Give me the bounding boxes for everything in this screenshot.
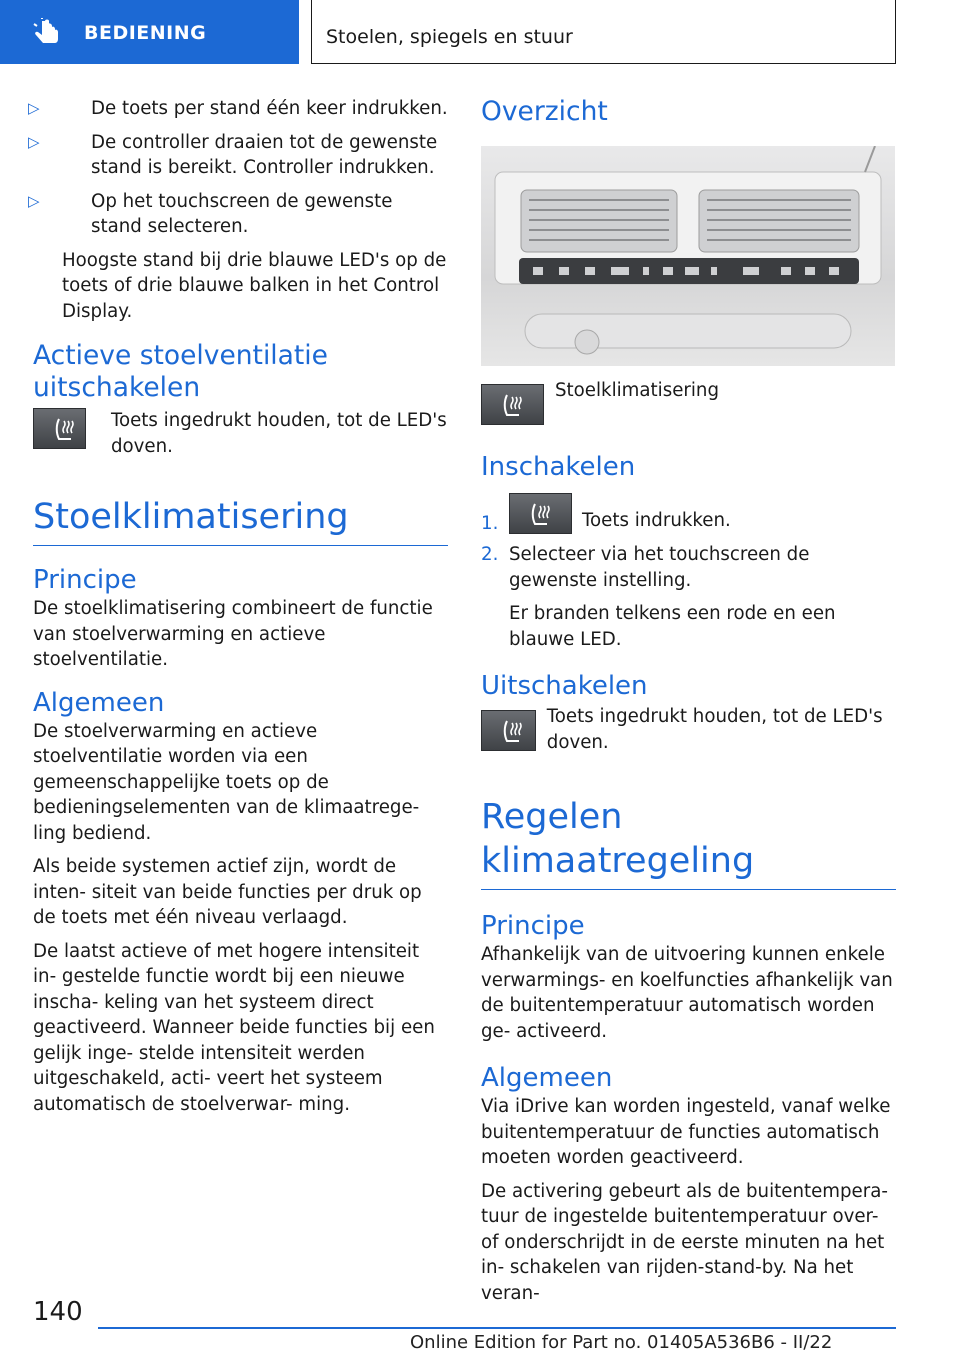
off-heading: Uitschakelen (481, 671, 648, 701)
right-column (481, 96, 896, 1314)
climate-control-panel-drawing (481, 146, 895, 366)
triangle-bullet-icon: ▷ (28, 191, 40, 210)
edition-text: Online Edition for Part no. 01405A536B6 - II/22 (410, 1332, 833, 1353)
off-text: Toets ingedrukt houden, tot de LED's doven. (546, 706, 883, 753)
principle-heading: Principe (481, 911, 585, 941)
section-label: BEDIENING (84, 22, 207, 44)
triangle-bullet-icon: ▷ (28, 132, 40, 151)
footer-divider (98, 1327, 896, 1329)
off-instruction (33, 408, 448, 459)
seat-climate-icon (501, 717, 527, 745)
general-heading: Algemeen (481, 1063, 613, 1093)
seat-climate-button-image (481, 384, 544, 425)
general-paragraph-2: Als beide systemen actief zijn, wordt de inten- siteit van beide functies per druk op de toets met één niveau verlaagd. (33, 856, 422, 928)
seat-climate-button-image (509, 493, 572, 534)
off-instruction (481, 706, 896, 755)
main-heading: Stoelklimatisering (33, 495, 448, 546)
general-paragraph-1: De stoelverwarming en actieve stoelventilatie worden via een gemeenschappelijke toets op de bedieningselementen van de klimaatrege- ling bediend. (33, 720, 420, 844)
climate-control-panel-photo (481, 146, 895, 366)
list-item: ▷ Op het touchscreen de gewenste stand selecteren. (28, 190, 393, 237)
on-heading: Inschakelen (481, 452, 636, 482)
general-paragraph-3: De laatst actieve of met hogere intensiteit in- gestelde functie wordt bij een nieuwe inscha- keling van het systeem direct geactiveerd. Wanneer beide functies bij een gelijk inge- stelde intensiteit werden uitgeschakeld, acti- veert het systeem automatisch de stoelverwar- ming. (33, 940, 435, 1115)
list-item: ▷ De toets per stand één keer indrukken. (0, 96, 448, 122)
left-column (28, 96, 448, 1125)
button-label: Stoelklimatisering (555, 380, 719, 401)
button-legend (481, 380, 896, 425)
principle-text: De stoelklimatisering combineert de functie van stoelverwarming en actieve stoelventilatie. (33, 598, 433, 670)
overview-heading: Overzicht (481, 96, 608, 127)
seat-climate-button-image (33, 408, 86, 449)
highest-level-text: Hoogste stand bij drie blauwe LED's op de toets of drie blauwe balken in het Control Display. (62, 249, 447, 322)
chapter-title-box (311, 0, 896, 64)
chapter-title: Stoelen, spiegels en stuur (326, 26, 573, 48)
list-item: ▷ De controller draaien tot de gewenste stand is bereikt. Controller indrukken. (28, 131, 438, 178)
triangle-bullet-icon: ▷ (28, 99, 40, 117)
principle-text: Afhankelijk van de uitvoering kunnen enkele verwarmings- en koelfuncties afhankelijk van de buitentemperatuur automatisch worden ge- activeerd. (481, 944, 893, 1042)
seat-climate-icon (529, 500, 555, 528)
off-text: Toets ingedrukt houden, tot de LED's doven. (110, 410, 447, 457)
general-heading: Algemeen (33, 687, 165, 718)
seat-climate-icon (501, 391, 527, 419)
seat-climate-icon (53, 415, 79, 443)
seat-climate-button-image (481, 710, 536, 751)
section-tab (0, 0, 299, 64)
step-item: 2. Selecteer via het touchscreen de gewenste instelling. (481, 544, 810, 591)
step-note: Er branden telkens een rode en een blauwe LED. (509, 603, 836, 650)
general-paragraph-1: Via iDrive kan worden ingesteld, vanaf welke buitentemperatuur de functies automatisch moeten worden geactiveerd. (481, 1096, 891, 1168)
off-heading: Actieve stoelventilatie uitschakelen (33, 340, 328, 403)
hand-pointer-icon (30, 18, 64, 48)
general-paragraph-2: De activering gebeurt als de buitentempera- tuur de ingestelde buitentemperatuur over- of onderschrijdt in de eerste minuten na het in- schakelen van rijden-stand-by. Na het veran- (481, 1180, 888, 1304)
main-heading: Regelen klimaatregeling (481, 795, 896, 890)
step-item: 1. Toets indrukken. (481, 493, 896, 534)
page-number: 140 (33, 1297, 83, 1327)
principle-heading: Principe (33, 565, 137, 595)
